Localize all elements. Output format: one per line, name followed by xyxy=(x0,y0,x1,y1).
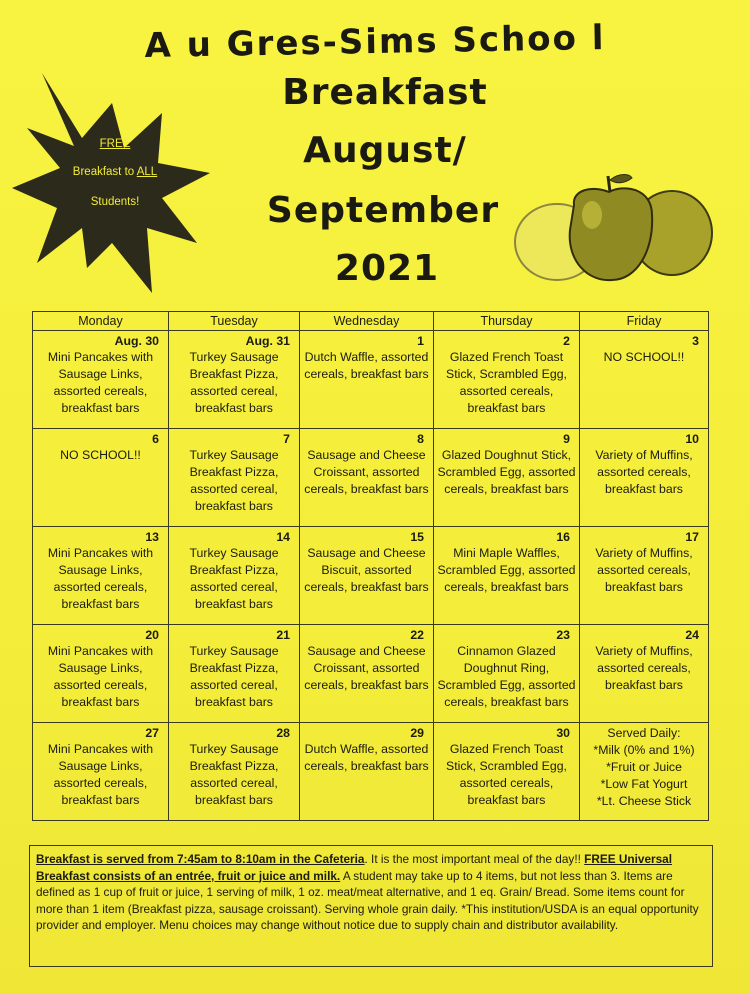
calendar-week-row xyxy=(33,429,709,527)
calendar-week-row xyxy=(33,527,709,625)
day-number: 24 xyxy=(685,628,699,642)
day-number: 13 xyxy=(145,530,159,544)
day-number: 8 xyxy=(417,432,424,446)
calendar-cell xyxy=(169,429,300,527)
day-number: 6 xyxy=(152,432,159,446)
calendar-cell xyxy=(580,429,709,527)
served-daily-item: *Fruit or Juice xyxy=(606,760,682,774)
calendar-cell xyxy=(580,331,709,429)
day-menu: Turkey Sausage Breakfast Pizza, assorted cereal, breakfast bars xyxy=(189,350,279,415)
day-number: 28 xyxy=(276,726,290,740)
calendar-cell xyxy=(434,625,580,723)
day-number: 15 xyxy=(410,530,424,544)
day-number: 20 xyxy=(145,628,159,642)
calendar-cell xyxy=(169,723,300,821)
day-menu: Mini Maple Waffles, Scrambled Egg, assorted cereals, breakfast bars xyxy=(437,546,576,594)
badge-breakfast-to-all xyxy=(50,166,180,178)
calendar-cell xyxy=(169,331,300,429)
day-menu: Mini Pancakes with Sausage Links, assorted cereals, breakfast bars xyxy=(47,644,154,709)
day-menu: Mini Pancakes with Sausage Links, assorted cereals, breakfast bars xyxy=(47,350,154,415)
day-menu: Variety of Muffins, assorted cereals, breakfast bars xyxy=(595,644,693,692)
calendar-cell xyxy=(300,625,434,723)
day-menu: Cinnamon Glazed Doughnut Ring, Scrambled Egg, assorted cereals, breakfast bars xyxy=(437,644,576,709)
serving-time-text: Breakfast is served from 7:45am to 8:10am in the Cafeteria xyxy=(36,852,365,866)
day-menu: Glazed French Toast Stick, Scrambled Egg, assorted cereals, breakfast bars xyxy=(446,742,567,807)
day-number: 17 xyxy=(685,530,699,544)
day-number: 9 xyxy=(563,432,570,446)
weekday-tuesday: Tuesday xyxy=(169,312,300,331)
badge-all-text: ALL xyxy=(136,166,158,178)
breakfast-calendar xyxy=(32,311,709,821)
calendar-cell xyxy=(300,723,434,821)
calendar-cell xyxy=(33,527,169,625)
served-daily-cell xyxy=(580,723,709,821)
day-number: 3 xyxy=(692,334,699,348)
day-menu: Variety of Muffins, assorted cereals, breakfast bars xyxy=(595,546,693,594)
day-number: Aug. 31 xyxy=(245,334,290,348)
day-number: 29 xyxy=(410,726,424,740)
title-breakfast: Breakfast xyxy=(282,72,488,113)
weekday-monday: Monday xyxy=(33,312,169,331)
day-number: 21 xyxy=(276,628,290,642)
day-number: 16 xyxy=(556,530,570,544)
day-number: 10 xyxy=(685,432,699,446)
calendar-cell xyxy=(33,331,169,429)
fruit-icon xyxy=(512,170,722,285)
day-menu: Sausage and Cheese Biscuit, assorted cereals, breakfast bars xyxy=(304,546,429,594)
calendar-cell xyxy=(33,625,169,723)
day-menu: NO SCHOOL!! xyxy=(60,448,141,462)
served-daily-title: Served Daily: xyxy=(607,726,681,740)
info-text-1: . It is the most important meal of the day!! xyxy=(364,852,585,866)
day-menu: Variety of Muffins, assorted cereals, breakfast bars xyxy=(595,448,693,496)
calendar-cell xyxy=(434,331,580,429)
calendar-cell xyxy=(580,625,709,723)
day-number: 7 xyxy=(283,432,290,446)
day-menu: Mini Pancakes with Sausage Links, assorted cereals, breakfast bars xyxy=(47,546,154,611)
calendar-cell xyxy=(300,429,434,527)
day-menu: Glazed French Toast Stick, Scrambled Egg, assorted cereals, breakfast bars xyxy=(446,350,567,415)
calendar-cell xyxy=(580,527,709,625)
weekday-wednesday: Wednesday xyxy=(300,312,434,331)
calendar-week-row xyxy=(33,723,709,821)
calendar-cell xyxy=(434,527,580,625)
day-menu: NO SCHOOL!! xyxy=(603,350,685,364)
title-month-august: August/ xyxy=(303,130,467,171)
calendar-cell xyxy=(434,429,580,527)
badge-free: FREE xyxy=(99,138,131,150)
calendar-cell xyxy=(434,723,580,821)
day-number: 22 xyxy=(410,628,424,642)
day-menu: Dutch Waffle, assorted cereals, breakfast bars xyxy=(304,350,429,381)
calendar-cell xyxy=(33,429,169,527)
title-year: 2021 xyxy=(334,248,440,289)
school-name-title: A u Gres-Sims Schoo l xyxy=(144,17,606,67)
served-daily-item: *Lt. Cheese Stick xyxy=(596,794,692,808)
day-number: Aug. 30 xyxy=(114,334,159,348)
starburst-icon xyxy=(12,68,212,298)
served-daily-item: *Low Fat Yogurt xyxy=(600,777,688,791)
day-menu: Sausage and Cheese Croissant, assorted cereals, breakfast bars xyxy=(304,644,429,692)
badge-students: Students! xyxy=(90,196,140,208)
universal-breakfast-text: FREE Universal Breakfast consists of an entrée, fruit or juice and milk. xyxy=(36,852,673,883)
served-daily-item: *Milk (0% and 1%) xyxy=(593,743,695,757)
info-text-2: A student may take up to 4 items, but not less than 3. Items are defined as 1 cup of fruit or juice, 1 serving of milk, 1 oz. meat/meat alternative, and 1 eq. Grain/ Bread. Some items count for more than 1 item (Breakfast pizza, sausage croissant). Serving whole grain daily. *This institution/USDA is an equal opportunity provider and employer. Menu choices may change without notice due to supply chain and distributor availability. xyxy=(36,868,699,932)
day-number: 27 xyxy=(145,726,159,740)
calendar-cell xyxy=(300,527,434,625)
day-number: 23 xyxy=(556,628,570,642)
day-menu: Turkey Sausage Breakfast Pizza, assorted cereal, breakfast bars xyxy=(189,644,279,709)
day-menu: Sausage and Cheese Croissant, assorted cereals, breakfast bars xyxy=(304,448,429,496)
weekday-header-row xyxy=(33,312,709,331)
day-menu: Turkey Sausage Breakfast Pizza, assorted cereal, breakfast bars xyxy=(189,448,279,513)
day-number: 30 xyxy=(556,726,570,740)
breakfast-info-box xyxy=(29,845,713,967)
calendar-week-row xyxy=(33,331,709,429)
day-number: 14 xyxy=(276,530,290,544)
day-menu: Turkey Sausage Breakfast Pizza, assorted cereal, breakfast bars xyxy=(189,742,279,807)
badge-breakfast-to-text: Breakfast to xyxy=(72,166,137,178)
weekday-thursday: Thursday xyxy=(434,312,580,331)
weekday-friday: Friday xyxy=(580,312,709,331)
calendar-cell xyxy=(169,527,300,625)
day-number: 1 xyxy=(417,334,424,348)
calendar-cell xyxy=(300,331,434,429)
calendar-week-row xyxy=(33,625,709,723)
calendar-cell xyxy=(169,625,300,723)
calendar-cell xyxy=(33,723,169,821)
day-menu: Turkey Sausage Breakfast Pizza, assorted cereal, breakfast bars xyxy=(189,546,279,611)
day-number: 2 xyxy=(563,334,570,348)
day-menu: Glazed Doughnut Stick, Scrambled Egg, assorted cereals, breakfast bars xyxy=(437,448,576,496)
day-menu: Dutch Waffle, assorted cereals, breakfast bars xyxy=(304,742,429,773)
title-month-september: September xyxy=(266,190,500,231)
day-menu: Mini Pancakes with Sausage Links, assorted cereals, breakfast bars xyxy=(47,742,154,807)
